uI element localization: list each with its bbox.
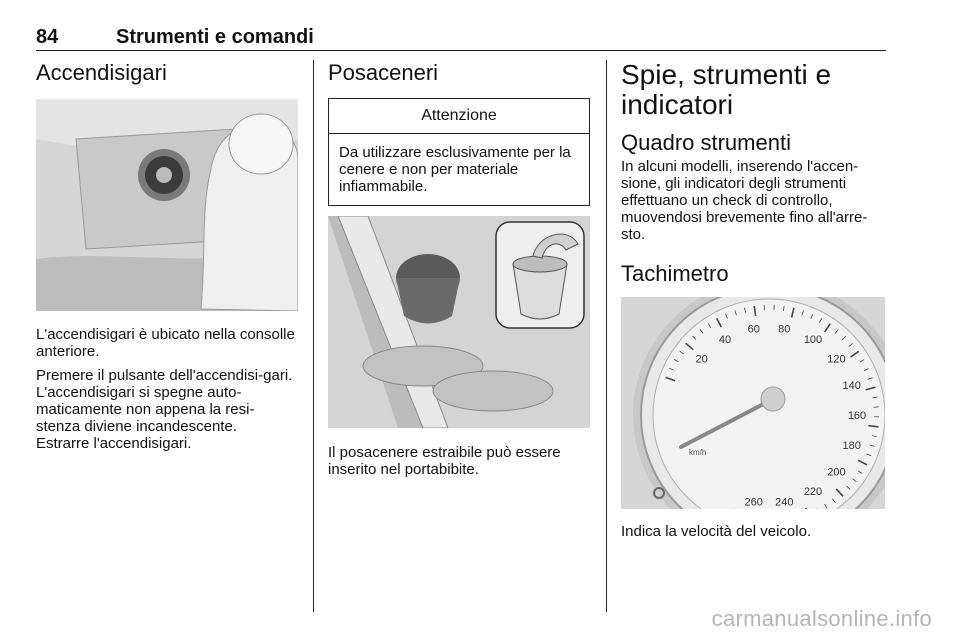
cigarette-lighter-illustration [36, 99, 298, 311]
gauge-tick-label: 60 [747, 323, 760, 336]
paragraph-instructions: Premere il pulsante dell'accendisi-gari. L'accendisigari si spegne auto-maticamente non appena la resi-stenza diviene incandescente. [36, 367, 293, 435]
gauge-hub [761, 387, 785, 411]
gauge-tick [868, 426, 878, 427]
speedometer-image [621, 297, 885, 509]
gauge-tick-label: 200 [827, 466, 846, 479]
warning-box [328, 98, 590, 206]
page-number: 84 [36, 26, 59, 48]
ashtray-illustration [328, 216, 590, 428]
paragraph-location: L'accendisigari è ubicato nella consolle anteriore. [36, 326, 295, 360]
gauge-tick-label: 260 [744, 496, 763, 509]
page-header [36, 26, 886, 52]
cigarette-lighter-image [36, 99, 298, 311]
gauge-tick-label: 140 [842, 379, 861, 392]
gauge-unit-label: km/h [689, 448, 707, 457]
gauge-tick-label: 40 [718, 333, 732, 346]
gauge-tick-label: 80 [778, 323, 791, 336]
column-ashtray [328, 60, 590, 478]
subheading-speedometer: Tachimetro [621, 261, 729, 286]
ashtray-image [328, 216, 590, 428]
column-instruments [621, 60, 885, 540]
heading-instruments: Spie, strumenti e indicatori [621, 59, 832, 120]
warning-title: Attenzione [329, 99, 589, 134]
column-divider-2 [606, 60, 607, 612]
warning-text: Da utilizzare esclusivamente per la cenere e non per materiale infiammabile. [339, 144, 571, 195]
paragraph-ashtray: Il posacenere estraibile può essere inserito nel portabibite. [328, 444, 561, 478]
watermark: carmanualsonline.info [711, 606, 932, 631]
heading-cigarette-lighter: Accendisigari [36, 60, 167, 85]
gauge-tick-label: 220 [803, 486, 823, 499]
gauge-tick-label: 20 [695, 353, 708, 366]
page-title: Strumenti e comandi [116, 26, 314, 48]
speedometer-illustration [621, 297, 885, 509]
paragraph-speedometer: Indica la velocità del veicolo. [621, 523, 812, 540]
subheading-instrument-cluster: Quadro strumenti [621, 130, 791, 155]
gauge-tick-label: 180 [842, 440, 861, 453]
paragraph-remove: Estrarre l'accendisigari. [36, 435, 192, 452]
header-rule [36, 50, 886, 51]
gauge-tick-label: 120 [827, 353, 846, 366]
paragraph-instrument-check: In alcuni modelli, inserendo l'accen-sione, gli indicatori degli strumenti effettuano un check di controllo, muovendosi brevemente fino all'arre-sto. [621, 158, 868, 243]
column-cigarette-lighter [36, 60, 298, 452]
gauge-tick-label: 100 [803, 333, 823, 346]
gauge-tick-label: 240 [775, 496, 794, 509]
heading-ashtray: Posaceneri [328, 60, 439, 85]
column-divider-1 [313, 60, 314, 612]
gauge-tick-label: 160 [847, 410, 867, 422]
